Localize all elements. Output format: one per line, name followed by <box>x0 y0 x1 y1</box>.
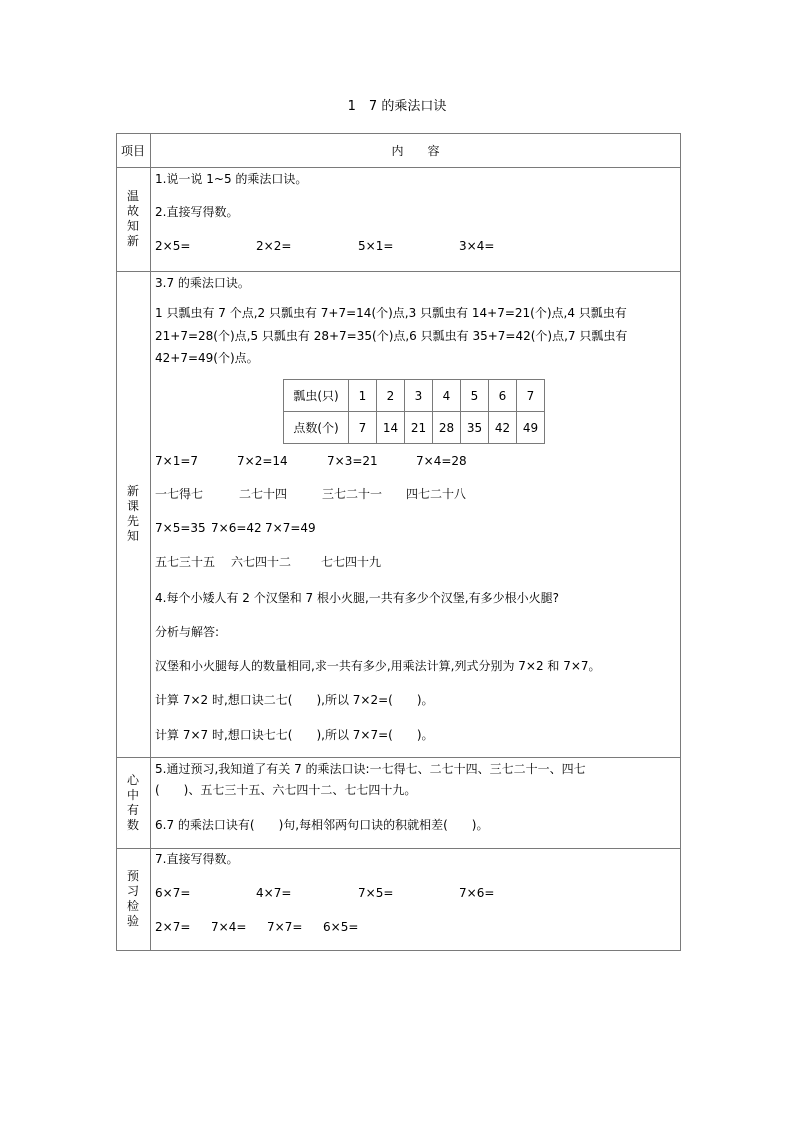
check-item: 7×6= <box>459 886 495 900</box>
section-label-review <box>116 167 150 271</box>
table-row <box>284 412 545 444</box>
column-divider <box>150 133 151 951</box>
table-cell: 1 <box>349 380 377 412</box>
summary-question-5-line-2: ( )、五七三十五、六七四十二、七七四十九。 <box>155 783 417 797</box>
review-item: 3×4= <box>459 239 495 253</box>
calc-line-1: 计算 7×2 时,想口诀二七( ),所以 7×2=( )。 <box>155 693 434 707</box>
check-item: 7×4= <box>211 920 247 934</box>
rhyme: 三七二十一 <box>322 487 383 501</box>
rhyme: 七七四十九 <box>321 555 382 569</box>
check-item: 7×5= <box>358 886 394 900</box>
section-label-summary <box>116 757 150 848</box>
equation: 7×5=35 <box>155 521 206 535</box>
rhyme: 一七得七 <box>155 487 204 501</box>
section-label-summary-text: 心中有数 <box>126 772 139 832</box>
review-item: 2×5= <box>155 239 191 253</box>
section-label-review-text: 温故知新 <box>126 189 139 248</box>
table-row-label: 瓢虫(只) <box>284 380 349 412</box>
section-label-new-text: 新课先知 <box>126 484 139 543</box>
calc-line-2: 计算 7×7 时,想口诀七七( ),所以 7×7=( )。 <box>155 728 434 742</box>
ladybug-paragraph-line-2: 21+7=28(个)点,5 只瓢虫有 28+7=35(个)点,6 只瓢虫有 35+7=42(个)点,7 只瓢虫有 <box>155 329 628 343</box>
table-cell: 2 <box>377 380 405 412</box>
equation: 7×4=28 <box>416 454 467 468</box>
new-question-4: 4.每个小矮人有 2 个汉堡和 7 根小火腿,一共有多少个汉堡,有多少根小火腿? <box>155 591 559 605</box>
rhyme: 六七四十二 <box>231 555 292 569</box>
equation: 7×7=49 <box>265 521 316 535</box>
table-cell: 7 <box>517 380 545 412</box>
table-cell: 42 <box>489 412 517 444</box>
review-item: 5×1= <box>358 239 394 253</box>
ladybug-paragraph-line-1: 1 只瓢虫有 7 个点,2 只瓢虫有 7+7=14(个)点,3 只瓢虫有 14+7=21(个)点,4 只瓢虫有 <box>155 306 627 320</box>
header-divider <box>116 167 681 168</box>
table-right-border <box>680 133 681 951</box>
analysis-text: 汉堡和小火腿每人的数量相同,求一共有多少,用乘法计算,列式分别为 7×2 和 7×7。 <box>155 659 601 673</box>
rhyme: 五七三十五 <box>155 555 216 569</box>
table-cell: 4 <box>433 380 461 412</box>
table-bottom-border <box>116 950 681 951</box>
rhyme: 二七十四 <box>239 487 288 501</box>
new-divider <box>116 757 681 758</box>
review-question-1: 1.说一说 1~5 的乘法口诀。 <box>155 172 308 186</box>
rhyme: 四七二十八 <box>406 487 467 501</box>
table-cell: 14 <box>377 412 405 444</box>
table-cell: 28 <box>433 412 461 444</box>
check-item: 7×7= <box>267 920 303 934</box>
check-question-7: 7.直接写得数。 <box>155 852 239 866</box>
section-label-check-text: 预习检验 <box>126 869 139 928</box>
table-row <box>284 380 545 412</box>
page-title: 1 7 的乘法口诀 <box>347 99 447 114</box>
check-item: 4×7= <box>256 886 292 900</box>
summary-question-5-line-1: 5.通过预习,我知道了有关 7 的乘法口诀:一七得七、二七十四、三七二十一、四七 <box>155 762 586 776</box>
review-item: 2×2= <box>256 239 292 253</box>
header-content-label: 内 容 <box>391 143 440 158</box>
header-item-label: 项目 <box>120 143 145 158</box>
table-cell: 7 <box>349 412 377 444</box>
table-row-label: 点数(个) <box>284 412 349 444</box>
equation: 7×3=21 <box>327 454 378 468</box>
ladybug-table <box>283 379 545 444</box>
summary-question-6: 6.7 的乘法口诀有( )句,每相邻两句口诀的积就相差( )。 <box>155 818 489 832</box>
equation: 7×2=14 <box>237 454 288 468</box>
table-cell: 35 <box>461 412 489 444</box>
section-label-new <box>116 271 150 757</box>
check-item: 6×5= <box>323 920 359 934</box>
table-cell: 6 <box>489 380 517 412</box>
analysis-label: 分析与解答: <box>155 625 220 639</box>
check-item: 6×7= <box>155 886 191 900</box>
equation: 7×1=7 <box>155 454 199 468</box>
check-item: 2×7= <box>155 920 191 934</box>
table-cell: 21 <box>405 412 433 444</box>
equation: 7×6=42 <box>211 521 262 535</box>
table-cell: 3 <box>405 380 433 412</box>
table-cell: 49 <box>517 412 545 444</box>
section-label-check <box>116 848 150 950</box>
review-question-2: 2.直接写得数。 <box>155 205 239 219</box>
table-cell: 5 <box>461 380 489 412</box>
new-question-3: 3.7 的乘法口诀。 <box>155 276 250 290</box>
summary-divider <box>116 848 681 849</box>
ladybug-paragraph-line-3: 42+7=49(个)点。 <box>155 351 259 365</box>
review-divider <box>116 271 681 272</box>
